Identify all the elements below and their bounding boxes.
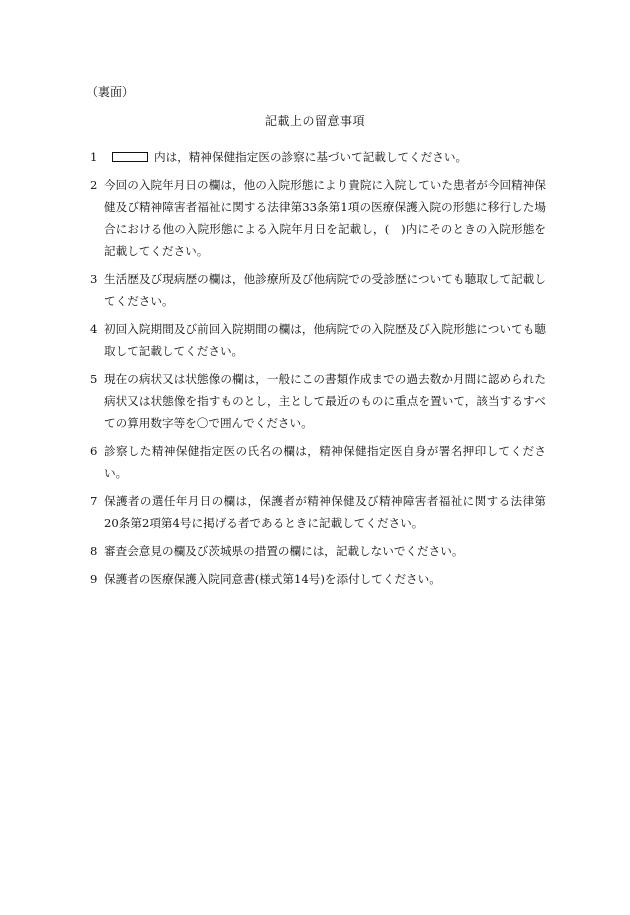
- note-item-5: [90, 368, 546, 434]
- note-number: 3: [90, 272, 98, 286]
- note-number: 4: [90, 322, 98, 336]
- note-number: 5: [90, 372, 98, 386]
- note-text: 保護者の選任年月日の欄は，保護者が精神保健及び精神障害者福祉に関する法律第20条第2項第4号に掲げる者であるときに記載してください。: [104, 494, 546, 530]
- note-item-3: [90, 268, 546, 312]
- note-number: 6: [90, 444, 98, 458]
- note-item-9: [90, 568, 546, 590]
- note-text: 生活歴及び現病歴の欄は，他診療所及び他病院での受診歴についても聴取して記載してください。: [104, 272, 546, 308]
- note-number: 1: [90, 150, 98, 164]
- note-item-8: [90, 540, 546, 562]
- note-text: 初回入院期間及び前回入院期間の欄は，他病院での入院歴及び入院形態についても聴取して記載してください。: [104, 322, 546, 358]
- note-text: 今回の入院年月日の欄は，他の入院形態により貴院に入院していた患者が今回精神保健及び精神障害者福祉に関する法律第33条第1項の医療保護入院の形態に移行した場合における他の入院形態による入院年月日を記載し，( )内にそのときの入院形態を記載してください。: [104, 178, 546, 258]
- notes-list: [90, 146, 546, 596]
- note-text: 審査会意見の欄及び茨城県の措置の欄には，記載しないでください。: [104, 544, 464, 558]
- note-text: 診察した精神保健指定医の氏名の欄は，精神保健指定医自身が署名押印してください。: [104, 444, 546, 480]
- note-text: 内は，精神保健指定医の診察に基づいて記載してください。: [104, 146, 546, 168]
- note-item-7: [90, 490, 546, 534]
- note-number: 7: [90, 494, 98, 508]
- note-number: 2: [90, 178, 98, 192]
- note-number: 8: [90, 544, 98, 558]
- note-item-2: [90, 174, 546, 262]
- note-item-4: [90, 318, 546, 362]
- note-item-1: [90, 146, 546, 168]
- reverse-side-label: （裏面）: [86, 85, 135, 99]
- note-number: 9: [90, 572, 98, 586]
- note-text: 保護者の医療保護入院同意書(様式第14号)を添付してください。: [104, 572, 441, 586]
- note-item-6: [90, 440, 546, 484]
- page-title: 記載上の留意事項: [264, 114, 365, 128]
- blank-box-icon: [112, 152, 148, 162]
- note-text: 現在の病状又は状態像の欄は，一般にこの書類作成までの過去数か月間に認められた病状又は状態像を指すものとし，主として最近のものに重点を置いて，該当するすべての算用数字等を〇で囲んでください。: [104, 372, 546, 430]
